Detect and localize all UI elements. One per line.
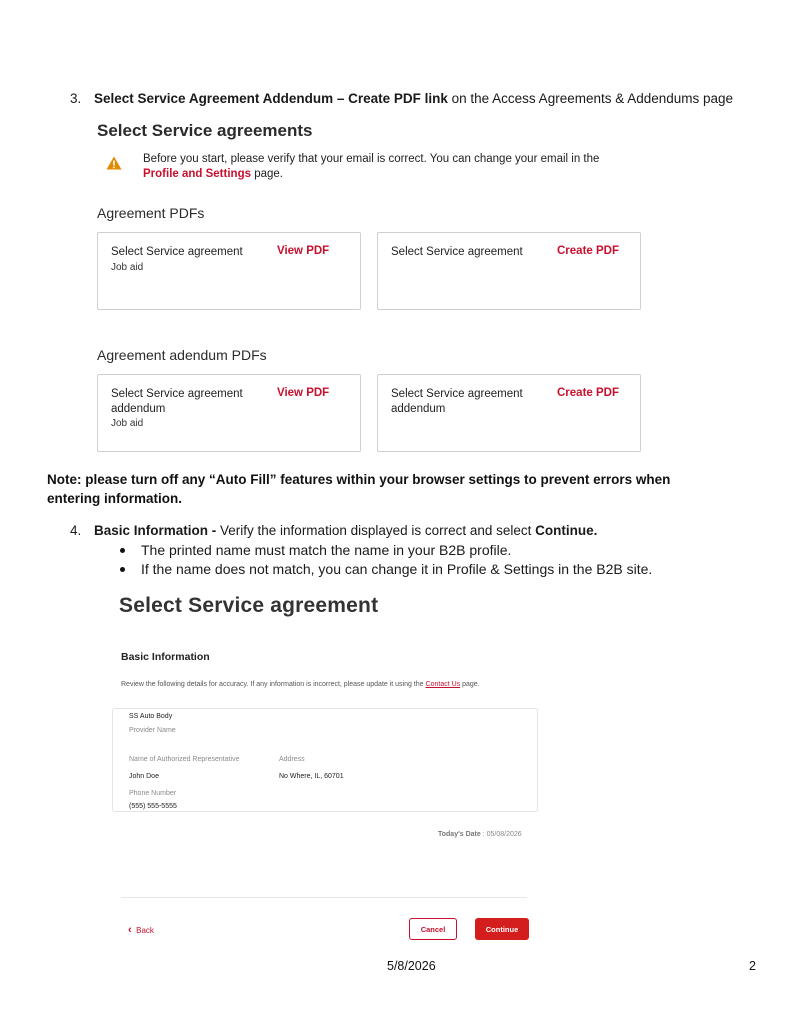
warning-message: Before you start, please verify that your email is correct. You can change your email in the Profile and Settings page. (143, 153, 600, 180)
card-label: Select Service agreement (391, 246, 523, 258)
phone-value: (555) 555-5555 (129, 803, 177, 810)
address-label: Address (279, 756, 305, 763)
step-4: 4. Basic Information - Verify the information displayed is correct and select Continue. (70, 523, 598, 538)
create-pdf-link[interactable]: Create PDF (557, 245, 619, 257)
rep-label: Name of Authorized Representative (129, 756, 240, 763)
autofill-note: Note: please turn off any “Auto Fill” features within your browser settings to prevent errors when entering information. (47, 472, 671, 506)
step-text: on the Access Agreements & Addendums page (447, 91, 734, 106)
bullet-item: If the name does not match, you can change it in Profile & Settings in the B2B site. (118, 560, 778, 579)
provider-name-value: SS Auto Body (129, 713, 173, 720)
bullet-list (118, 541, 778, 579)
agreement-card-create (377, 232, 641, 310)
page-number: 2 (749, 959, 756, 973)
job-aid-text: Job aid (111, 418, 144, 429)
addendum-pdfs-heading: Agreement adendum PDFs (97, 347, 267, 363)
divider (121, 897, 527, 898)
continue-button[interactable]: Continue (475, 918, 529, 940)
review-instructions: Review the following details for accuracy. If any information is incorrect, please update it using the Contact Us page. (121, 681, 480, 688)
view-pdf-link[interactable]: View PDF (277, 245, 330, 257)
step-number: 4. (70, 523, 82, 538)
cancel-button[interactable]: Cancel (409, 918, 457, 940)
card-label: Select Service agreement (111, 246, 243, 258)
basic-information-heading: Basic Information (121, 651, 210, 663)
bullet-item: The printed name must match the name in your B2B profile. (118, 541, 778, 560)
warning-triangle-icon (106, 156, 122, 170)
agreement-card-view (97, 232, 361, 310)
agreement-pdfs-heading: Agreement PDFs (97, 205, 205, 221)
footer-date: 5/8/2026 (387, 959, 436, 973)
create-pdf-link[interactable]: Create PDF (557, 387, 619, 399)
step-number: 3. (70, 91, 82, 106)
chevron-left-icon: ‹ (128, 924, 132, 936)
back-link[interactable]: ‹ Back (128, 924, 154, 936)
job-aid-text: Job aid (111, 262, 144, 273)
contact-us-link[interactable]: Contact Us (425, 681, 461, 688)
todays-date: Today's Date : 05/08/2026 (438, 831, 522, 838)
rep-value: John Doe (129, 773, 159, 780)
page-title: Select Service agreements (97, 121, 313, 140)
provider-name-label: Provider Name (129, 727, 176, 734)
phone-label: Phone Number (129, 790, 177, 797)
step-3 (70, 91, 770, 106)
card-label: Select Service agreement addendum (391, 388, 523, 415)
agreement-page-title: Select Service agreement (119, 594, 379, 617)
step-bold-text: Select Service Agreement Addendum – Create PDF link (94, 91, 448, 106)
profile-settings-link[interactable]: Profile and Settings (143, 168, 251, 180)
addendum-card-view (97, 374, 361, 452)
address-value: No Where, IL, 60701 (279, 773, 344, 780)
card-label: Select Service agreement addendum (111, 388, 243, 415)
view-pdf-link[interactable]: View PDF (277, 387, 330, 399)
addendum-card-create (377, 374, 641, 452)
